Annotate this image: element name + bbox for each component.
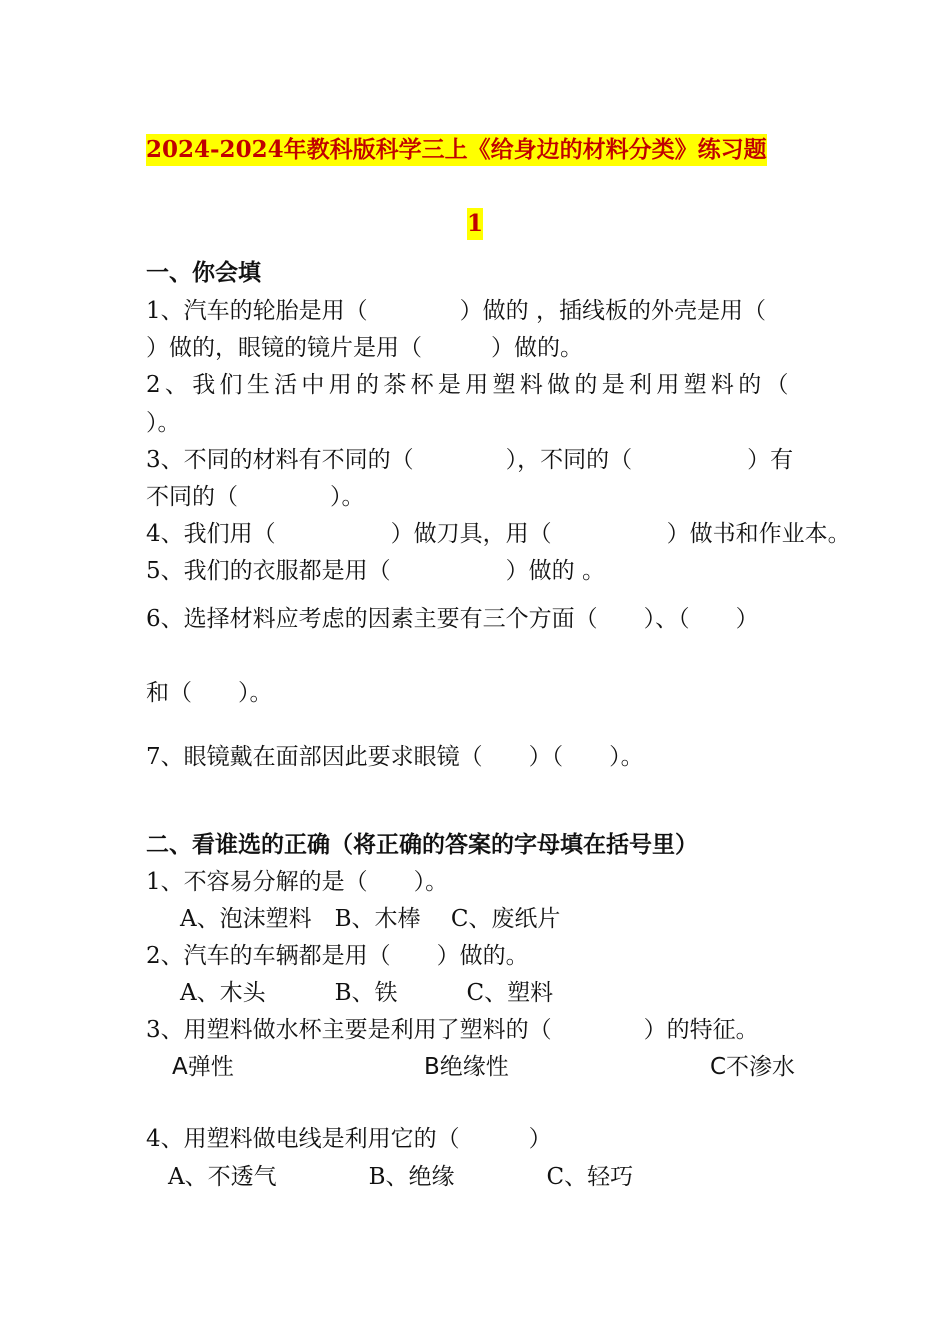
s2-question-2-options: A、木头 B、铁 C、塑料 <box>180 980 554 1006</box>
s2-question-2: 2、汽车的车辆都是用（ ）做的。 <box>146 943 529 969</box>
s1-line-10: 和（ ）。 <box>146 680 273 706</box>
s2-question-1: 1、不容易分解的是（ ）。 <box>146 869 449 895</box>
section1-heading: 一、你会填 <box>146 259 261 286</box>
section2-heading: 二、看谁选的正确（将正确的答案的字母填在括号里） <box>146 831 698 858</box>
s1-line-5: 3、不同的材料有不同的（ ），不同的（ ）有 <box>146 447 794 473</box>
s1-line-8: 5、我们的衣服都是用（ ）做的 。 <box>146 558 605 584</box>
s1-line-1: 1、汽车的轮胎是用（ ）做的 ，插线板的外壳是用（ <box>146 298 766 324</box>
s2-question-4: 4、用塑料做电线是利用它的（ ） <box>146 1126 552 1152</box>
s2-question-4-options: A、不透气 B、绝缘 C、轻巧 <box>168 1164 634 1190</box>
s1-line-2: ）做的，眼镜的镜片是用（ ）做的。 <box>146 335 583 361</box>
s2-question-3: 3、用塑料做水杯主要是利用了塑料的（ ）的特征。 <box>146 1017 759 1043</box>
s2-question-1-options: A、泡沫塑料 B、木棒 C、废纸片 <box>180 906 561 932</box>
s1-line-3: 2、我们生活中用的茶杯是用塑料做的是利用塑料的（ <box>146 372 793 398</box>
s1-line-11: 7、眼镜戴在面部因此要求眼镜（ ）（ ）。 <box>146 744 644 770</box>
s1-line-9: 6、选择材料应考虑的因素主要有三个方面（ ）、（ ） <box>146 606 759 632</box>
s1-line-7: 4、我们用（ ）做刀具，用（ ）做书和作业本。 <box>146 521 851 547</box>
s2-question-3-option-a: A弹性 <box>172 1054 234 1080</box>
s2-question-3-option-b: B绝缘性 <box>424 1054 509 1080</box>
s2-question-3-option-c: C不渗水 <box>710 1054 796 1080</box>
document-title-line1: 2024-2024年教科版科学三上《给身边的材料分类》练习题 <box>146 134 767 166</box>
s1-line-6: 不同的（ ）。 <box>146 484 365 510</box>
document-title-line2: 1 <box>467 208 483 240</box>
s1-line-4: ）。 <box>146 410 181 436</box>
